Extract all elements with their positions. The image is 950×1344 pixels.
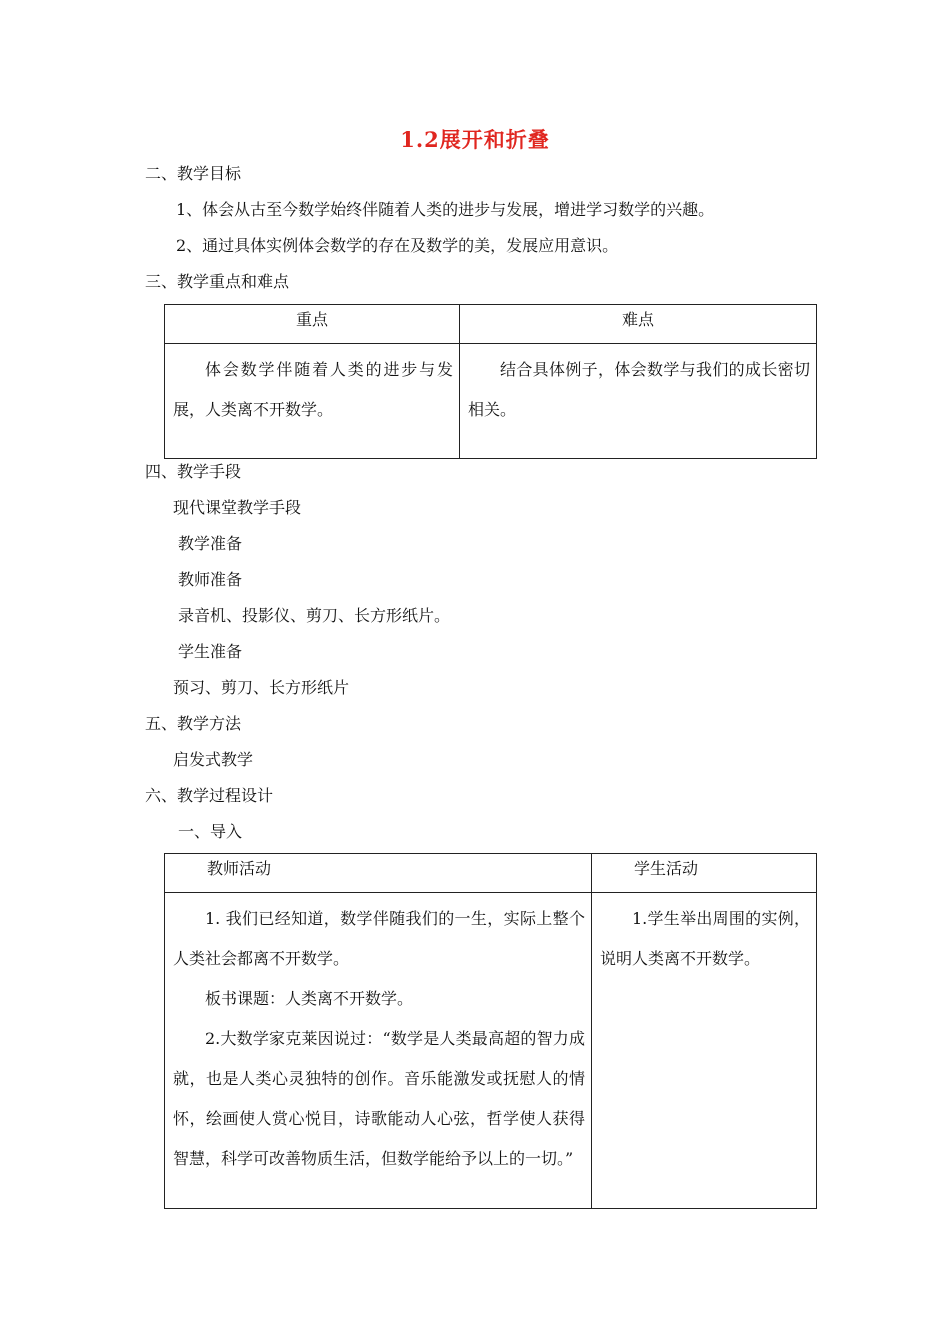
means-line-6: 预习、剪刀、长方形纸片 bbox=[173, 678, 350, 697]
section-heading-goals: 二、教学目标 bbox=[145, 164, 242, 183]
student-activity-text: 1.学生举出周围的实例，说明人类离不开数学。 bbox=[600, 909, 810, 968]
method-text: 启发式教学 bbox=[173, 750, 254, 769]
keypoints-header-difficult: 难点 bbox=[460, 305, 817, 344]
keypoints-key-text: 体会数学伴随着人类的进步与发展，人类离不开数学。 bbox=[173, 360, 453, 419]
document-title: 1.2展开和折叠 bbox=[400, 127, 550, 152]
process-header-teacher: 教师活动 bbox=[165, 854, 592, 893]
teacher-paragraph-2: 板书课题：人类离不开数学。 bbox=[205, 989, 414, 1008]
section-heading-process: 六、教学过程设计 bbox=[145, 786, 274, 805]
teacher-paragraph-3: 2.大数学家克莱因说过：“数学是人类最高超的智力成就，也是人类心灵独特的创作。音乐能激发或抚慰人的情怀，绘画使人赏心悦目，诗歌能动人心弦，哲学使人获得智慧，科学可改善物质生活，但数学能给予以上的一切。” bbox=[173, 1029, 585, 1168]
keypoints-difficult-text: 结合具体例子，体会数学与我们的成长密切相关。 bbox=[468, 360, 810, 419]
section-heading-keypoints: 三、教学重点和难点 bbox=[145, 272, 290, 291]
process-cell-student bbox=[592, 893, 817, 1209]
goal-item-1: 1、体会从古至今数学始终伴随着人类的进步与发展，增进学习数学的兴趣。 bbox=[176, 200, 715, 219]
means-line-4: 录音机、投影仪、剪刀、长方形纸片。 bbox=[178, 606, 451, 625]
process-header-student: 学生活动 bbox=[592, 854, 817, 893]
teacher-paragraph-1: 1. 我们已经知道，数学伴随我们的一生，实际上整个人类社会都离不开数学。 bbox=[173, 909, 585, 968]
means-line-2: 教学准备 bbox=[178, 534, 243, 553]
keypoints-cell-difficult bbox=[460, 344, 817, 459]
process-subheading: 一、导入 bbox=[178, 822, 243, 841]
keypoints-cell-key bbox=[165, 344, 460, 459]
means-line-5: 学生准备 bbox=[178, 642, 243, 661]
goal-item-2: 2、通过具体实例体会数学的存在及数学的美，发展应用意识。 bbox=[176, 236, 619, 255]
process-cell-teacher bbox=[165, 893, 592, 1209]
keypoints-header-key: 重点 bbox=[165, 305, 460, 344]
section-heading-method: 五、教学方法 bbox=[145, 714, 242, 733]
means-line-1: 现代课堂教学手段 bbox=[173, 498, 302, 517]
process-table bbox=[164, 853, 817, 1209]
keypoints-table bbox=[164, 304, 817, 459]
section-heading-means: 四、教学手段 bbox=[145, 462, 242, 481]
means-line-3: 教师准备 bbox=[178, 570, 243, 589]
